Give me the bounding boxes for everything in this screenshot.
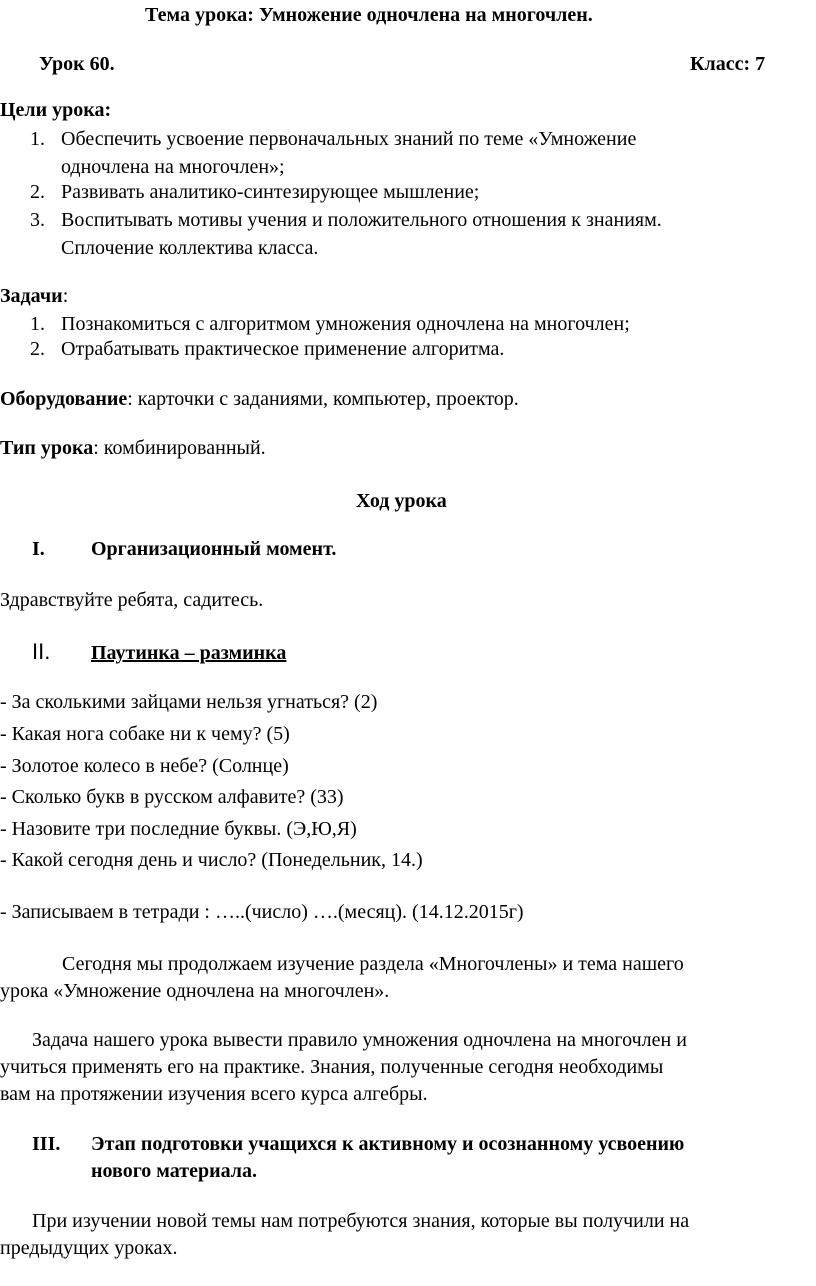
paragraph: - Записываем в тетради : …..(число) ….(месяц). (14.12.2015г) [0,901,524,923]
paragraph: урока «Умножение одночлена на многочлен». [0,980,390,1002]
list-item: Воспитывать мотивы учения и положительного отношения к знаниям. [61,209,662,231]
list-item: - За сколькими зайцами нельзя угнаться? (2) [0,691,378,713]
list-item: Познакомиться с алгоритмом умножения одночлена на многочлен; [61,313,630,335]
tasks-heading-label: Задачи [0,285,63,307]
section-title: Этап подготовки учащихся к активному и осознанному усвоению [91,1133,685,1155]
course-heading: Ход урока [356,490,447,512]
section-number: II. [32,639,51,664]
list-item: Сплочение коллектива класса. [61,237,319,259]
lesson-type-label: Тип урока [0,437,94,459]
list-item-number: 1. [30,313,45,335]
list-item: - Какая нога собаке ни к чему? (5) [0,723,290,745]
equipment-label: Оборудование [0,388,128,410]
paragraph: Сегодня мы продолжаем изучение раздела «Многочлены» и тема нашего [62,953,684,975]
tasks-heading [0,282,68,311]
lesson-type-text: : комбинированный. [93,437,266,459]
list-item: Обеспечить усвоение первоначальных знаний по теме «Умножение [61,128,637,150]
paragraph: Здравствуйте ребята, садитесь. [0,589,264,611]
paragraph: Задача нашего урока вывести правило умножения одночлена на многочлен и [32,1029,687,1051]
list-item-number: 2. [30,338,45,360]
list-item: - Золотое колесо в небе? (Солнце) [0,755,289,777]
list-item-number: 3. [30,209,45,231]
list-item: - Сколько букв в русском алфавите? (33) [0,786,344,808]
lesson-number: Урок 60. [39,53,115,75]
paragraph: учиться применять его на практике. Знания, полученные сегодня необходимы [0,1056,664,1078]
list-item-number: 1. [30,128,45,150]
list-item-number: 2. [30,181,45,203]
tasks-heading-colon: : [62,285,69,307]
list-item: одночлена на многочлен»; [61,156,285,178]
equipment-text: : карточки с заданиями, компьютер, проектор. [127,388,519,410]
section-number: III. [32,1133,61,1155]
section-title: нового материала. [91,1160,257,1182]
paragraph: вам на протяжении изучения всего курса алгебры. [0,1083,428,1105]
list-item: Развивать аналитико-синтезирующее мышление; [61,181,480,203]
grade: Класс: 7 [690,53,766,75]
list-item: - Какой сегодня день и число? (Понедельник, 14.) [0,849,423,871]
goals-heading: Цели урока: [0,99,112,121]
section-title: Организационный момент. [91,538,337,560]
page-title: Тема урока: Умножение одночлена на многочлен. [145,4,593,26]
paragraph: При изучении новой темы нам потребуются знания, которые вы получили на [32,1210,690,1232]
lesson-type [0,434,266,463]
equipment [0,385,519,414]
list-item: - Назовите три последние буквы. (Э,Ю,Я) [0,818,357,840]
list-item: Отрабатывать практическое применение алгоритма. [61,338,505,360]
section-title: Паутинка – разминка [91,642,287,664]
paragraph: предыдущих уроках. [0,1237,178,1259]
section-number: I. [32,538,45,560]
